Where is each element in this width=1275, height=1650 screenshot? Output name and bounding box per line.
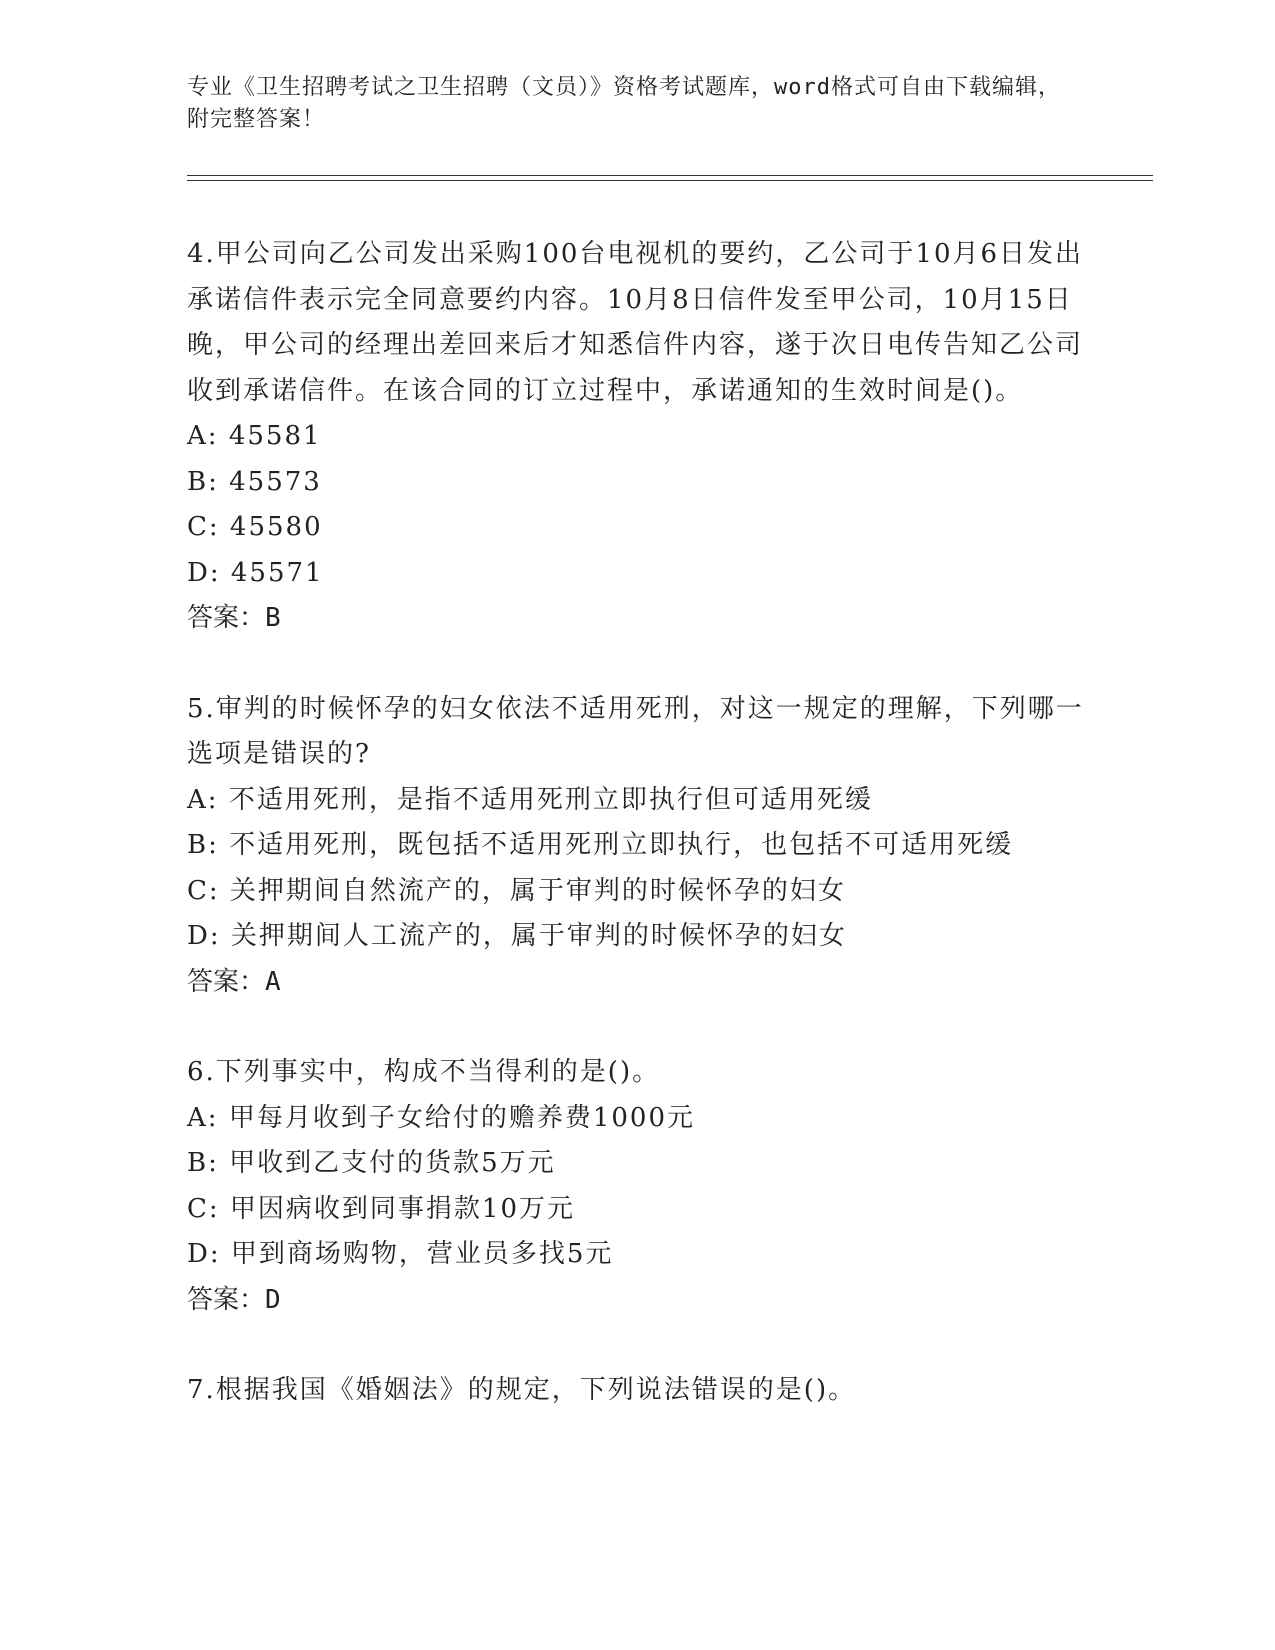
option-text: 关押期间人工流产的，属于审判的时候怀孕的妇女 [230, 921, 847, 951]
question-6 [187, 1050, 1087, 1323]
option-text: 45571 [230, 557, 324, 588]
option-c [187, 869, 1087, 915]
option-label: D: [187, 1239, 221, 1269]
option-text: 45573 [229, 466, 322, 497]
option-a [187, 1096, 1087, 1142]
answer-line: 答案：D [187, 1284, 281, 1315]
option-text: 甲到商场购物，营业员多找5元 [230, 1239, 614, 1269]
option-label: D: [187, 557, 221, 588]
question-7 [187, 1368, 1087, 1414]
option-b [187, 1141, 1087, 1187]
option-text: 关押期间自然流产的，属于审判的时候怀孕的妇女 [229, 875, 846, 906]
option-text: 甲收到乙支付的货款5万元 [229, 1148, 556, 1178]
option-b [187, 460, 1087, 506]
option-label: D: [187, 921, 221, 951]
answer-line: 答案：B [187, 603, 281, 633]
option-label: B: [187, 1148, 219, 1178]
question-stem: 7.根据我国《婚姻法》的规定，下列说法错误的是()。 [187, 1375, 857, 1405]
header-rule-bottom [187, 180, 1153, 181]
option-label: A: [187, 1102, 219, 1133]
option-d [187, 1232, 1087, 1278]
question-stem: 6.下列事实中，构成不当得利的是()。 [187, 1057, 661, 1087]
option-c [187, 505, 1087, 551]
option-text: 45580 [229, 512, 323, 542]
option-text: 甲因病收到同事捐款10万元 [229, 1193, 576, 1224]
option-d [187, 914, 1087, 960]
option-text: 45581 [228, 421, 322, 451]
answer-line: 答案：A [187, 966, 281, 997]
option-text: 甲每月收到子女给付的赡养费1000元 [228, 1102, 695, 1133]
option-label: C: [187, 875, 220, 906]
option-text: 不适用死刑，是指不适用死刑立即执行但可适用死缓 [228, 784, 873, 815]
question-4 [187, 232, 1087, 642]
option-text: 不适用死刑，既包括不适用死刑立即执行，也包括不可适用死缓 [229, 830, 1014, 860]
option-a [187, 778, 1087, 824]
option-label: C: [187, 1193, 220, 1224]
option-label: C: [187, 512, 220, 542]
option-label: A: [187, 784, 219, 815]
question-stem: 5.审判的时候怀孕的妇女依法不适用死刑，对这一规定的理解，下列哪一选项是错误的? [187, 693, 1084, 769]
option-c [187, 1187, 1087, 1233]
document-header: 专业《卫生招聘考试之卫生招聘（文员）》资格考试题库，word格式可自由下载编辑，附完整答案！ [187, 75, 1061, 132]
question-stem: 4.甲公司向乙公司发出采购100台电视机的要约，乙公司于10月6日发出承诺信件表示完全同意要约内容。10月8日信件发至甲公司，10月15日晚，甲公司的经理出差回来后才知悉信件内容，遂于次日电传告知乙公司收到承诺信件。在该合同的订立过程中，承诺通知的生效时间是()。 [187, 239, 1084, 406]
option-label: B: [187, 466, 219, 497]
question-list [187, 232, 1087, 1459]
option-b [187, 823, 1087, 869]
option-d [187, 551, 1087, 597]
option-label: B: [187, 830, 219, 860]
option-a [187, 414, 1087, 460]
header-rule-top [187, 175, 1153, 176]
question-5 [187, 687, 1087, 1006]
option-label: A: [187, 421, 219, 451]
